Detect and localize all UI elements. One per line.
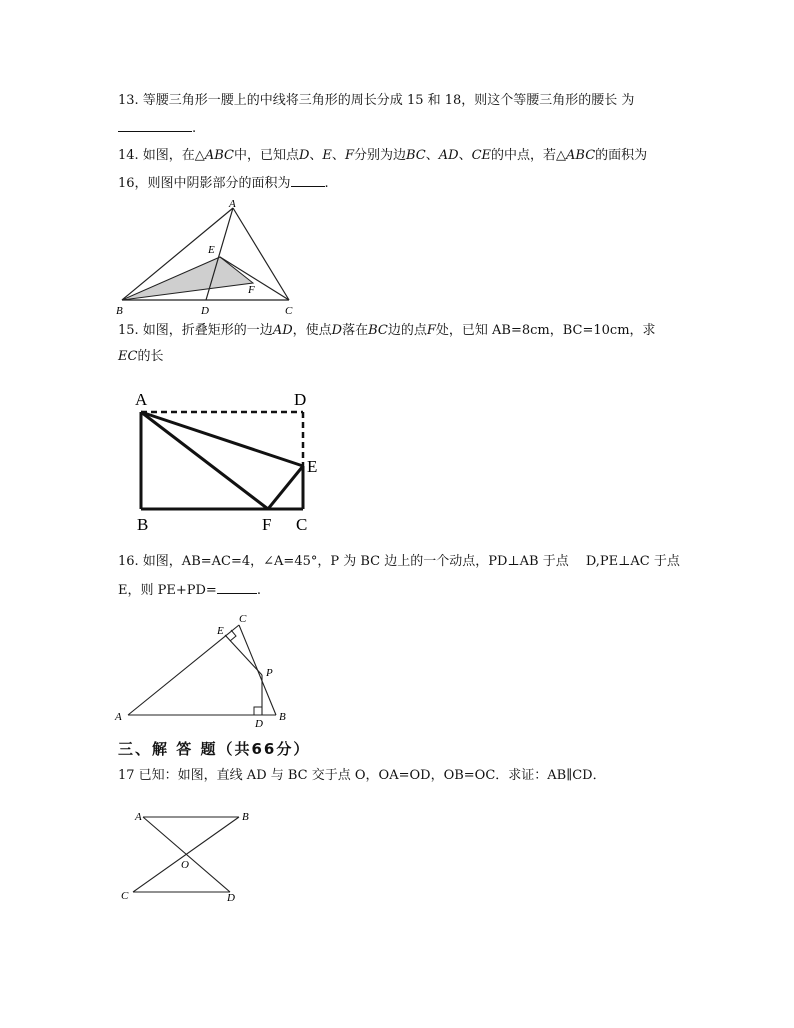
- q14-part: 的面积为: [595, 148, 648, 163]
- q16-label-a: A: [115, 711, 122, 723]
- q17-label-a: A: [135, 811, 142, 823]
- q13-text: 13. 等腰三角形一腰上的中线将三角形的周长分成 15 和 18，则这个等腰三角形的腰长 为: [118, 93, 635, 108]
- q15-label-a: A: [135, 390, 148, 409]
- q15-var: F: [426, 323, 436, 338]
- q15-label-e: E: [307, 457, 318, 476]
- q15-text: [118, 322, 656, 340]
- q14-label-b: B: [116, 305, 123, 317]
- q16-period: .: [256, 583, 261, 598]
- q15-segment-fe: [268, 466, 303, 509]
- q17-label-c: C: [121, 890, 129, 902]
- q15-text-line2: [118, 348, 163, 366]
- q14-part: 分别为边: [353, 148, 406, 163]
- q14-part: 16，则图中阴影部分的面积为: [118, 176, 291, 191]
- q14-part: 中，已知点: [233, 148, 299, 163]
- q14-blank[interactable]: [291, 173, 325, 187]
- q15-crease-ae: [141, 412, 303, 466]
- q17-label-o: O: [181, 859, 189, 871]
- q14-part: 的中点，若△: [491, 148, 567, 163]
- q14-part: 、: [309, 148, 323, 163]
- section-heading: 三、解 答 题（共66分）: [118, 740, 311, 758]
- q15-label-c: C: [296, 515, 308, 534]
- q14-var: ABC: [566, 148, 596, 163]
- q14-var: ABC: [204, 148, 234, 163]
- q14-var: BC: [405, 148, 426, 163]
- q16-label-e: E: [217, 625, 224, 637]
- q13-blank[interactable]: [118, 118, 192, 132]
- q16-side-ac: [128, 625, 239, 715]
- q15-part: ，使点: [292, 323, 332, 338]
- q13-answer-line: [118, 118, 196, 138]
- q15-figure: [130, 388, 330, 536]
- q16-blank[interactable]: [217, 580, 257, 594]
- q14-label-f: F: [248, 284, 255, 296]
- q15-var: AD: [272, 323, 293, 338]
- q14-text: [118, 147, 647, 165]
- q15-part: 落在: [342, 323, 369, 338]
- q15-part: 15. 如图，折叠矩形的一边: [118, 323, 273, 338]
- q14-part: 14. 如图，在△: [118, 148, 205, 163]
- q17-line-bc: [133, 817, 239, 892]
- q17-figure: [118, 806, 258, 906]
- q16-text-line2: [118, 580, 261, 600]
- q15-part: 的长: [137, 349, 164, 364]
- q14-side-ac: [233, 208, 289, 300]
- q16-part: E，则 PE+PD=: [118, 583, 217, 598]
- q14-var: E: [322, 148, 332, 163]
- q15-var: BC: [368, 323, 388, 338]
- q17-label-d: D: [227, 892, 235, 904]
- q16-right-angle-d: [254, 707, 262, 715]
- q17-label-b: B: [242, 811, 249, 823]
- q14-var: AD: [438, 148, 459, 163]
- q15-part: 处，已知 AB=8cm，BC=10cm，求: [435, 323, 656, 338]
- q15-var: D: [331, 323, 343, 338]
- q14-label-e: E: [208, 244, 215, 256]
- q17-text: 17 已知：如图，直线 AD 与 BC 交于点 O，OA=OD，OB=OC．求证：AB∥CD．: [118, 768, 606, 783]
- q15-segment-af: [141, 412, 268, 509]
- q15-part: 边的点: [387, 323, 427, 338]
- q14-label-c: C: [285, 305, 293, 317]
- q14-var: F: [344, 148, 354, 163]
- q14-part: 、: [458, 148, 472, 163]
- q14-label-a: A: [229, 198, 236, 210]
- q16-text: 16. 如图，AB=AC=4，∠A=45°，P 为 BC 边上的一个动点，PD⊥AB 于点 D,PE⊥AC 于点: [118, 554, 680, 569]
- q13-period: .: [192, 121, 197, 136]
- q16-figure: [112, 606, 302, 728]
- q14-var: D: [298, 148, 310, 163]
- q14-period: .: [324, 176, 329, 191]
- q14-label-d: D: [201, 305, 209, 317]
- q14-text-line2: [118, 173, 329, 193]
- q14-var: CE: [471, 148, 492, 163]
- q15-var: EC: [118, 349, 138, 364]
- q16-label-c: C: [239, 613, 247, 625]
- q14-shaded-region: [122, 257, 253, 300]
- q16-label-d: D: [255, 718, 263, 730]
- q16-label-b: B: [279, 711, 286, 723]
- q16-label-p: P: [266, 667, 273, 679]
- q14-figure: [112, 198, 302, 318]
- q15-label-f: F: [262, 515, 272, 534]
- q15-label-d: D: [294, 390, 307, 409]
- q14-part: 、: [331, 148, 345, 163]
- q15-label-b: B: [137, 515, 149, 534]
- q14-part: 、: [425, 148, 439, 163]
